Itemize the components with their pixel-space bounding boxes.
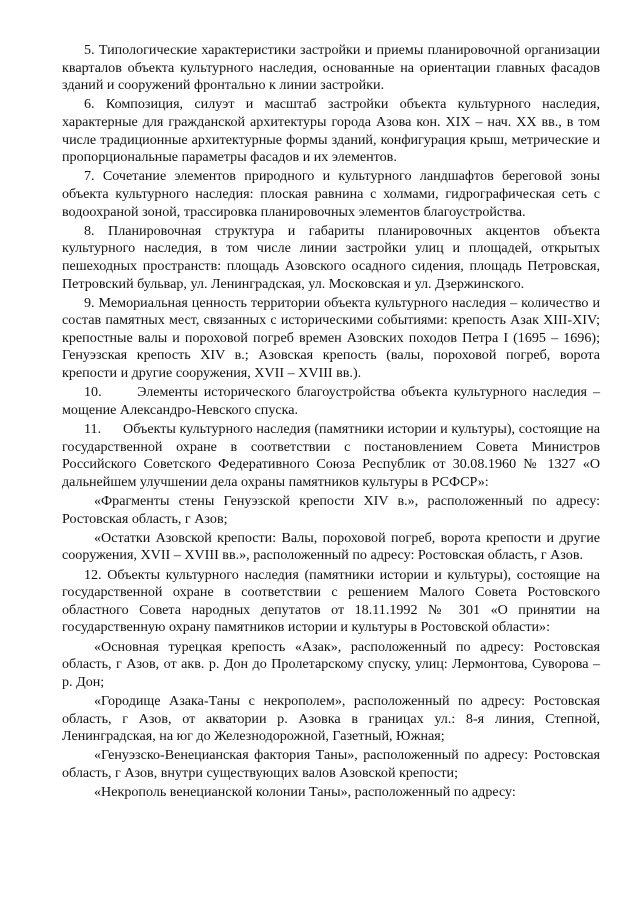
paragraph-item-5: 5. Типологические характеристики застройки и приемы планировочной организации кварталов объекта культурного наследия, основанные на ориентации главных фасадов зданий и сооружений фронтально к линии застройки. (62, 42, 600, 94)
paragraph-item-8: 8. Планировочная структура и габариты планировочных акцентов объекта культурного наследия, в том числе линии застройки улиц и площадей, открытых пешеходных пространств: площадь Азовского осадного сидения, площадь Петровская, Петровский бульвар, ул. Ленинградская, ул. Московская и ул. Дзержинского. (62, 222, 600, 292)
paragraph-item-11: 11. Объекты культурного наследия (памятники истории и культуры), состоящие на государственной охране в соответствии с постановлением Совета Министров Российского Советского Федеративного Союза Республик от 30.08.1960 № 1327 «О дальнейшем улучшении дела охраны памятников культуры в РСФСР»: (62, 421, 604, 490)
paragraph-item-10: 10. Элементы исторического благоустройства объекта культурного наследия – мощение Александро-Невского спуска. (62, 384, 604, 418)
quote-azov-fortress-remains: «Остатки Азовской крепости: Валы, пороховой погреб, ворота крепости и другие сооружения, XVII – XVIII вв.», расположенный по адресу: Ростовская область, г Азов. (62, 529, 600, 564)
paragraph-item-7: 7. Сочетание элементов природного и культурного ландшафтов береговой зоны объекта культурного наследия: плоская равнина с холмами, гидрографическая сеть с водоохраной зоной, трассировка планировочных элементов благоустройства. (62, 168, 600, 220)
quote-azak-fortress: «Основная турецкая крепость «Азак», расположенный по адресу: Ростовская область, г Азов, от акв. р. Дон до Пролетарскому спуску, улиц: Лермонтова, Суворова – р. Дон; (62, 638, 600, 690)
paragraph-item-12: 12. Объекты культурного наследия (памятники истории и культуры), состоящие на государственной охране в соответствии с решением Малого Совета Ростовского областного Совета народных депутатов от 18.11.1992 № 301 «О принятии на государственную охрану памятников истории и культуры в Ростовской области»: (62, 566, 600, 636)
paragraph-item-6: 6. Композиция, силуэт и масштаб застройки объекта культурного наследия, характерные для гражданской архитектуры города Азова кон. XIX – нач. XX вв., в том числе традиционные архитектурные формы зданий, конфигурация крыш, метрические и пропорциональные параметры фасадов и их элементов. (62, 96, 600, 166)
quote-venetian-necropolis: «Некрополь венецианской колонии Таны», расположенный по адресу: (94, 784, 516, 801)
quote-genoese-venetian-factory: «Генуэзско-Венецианская фактория Таны», расположенный по адресу: Ростовская область, г Азов, внутри существующих валов Азовской крепости; (62, 747, 600, 781)
quote-azak-tana-settlement: «Городище Азака-Таны с некрополем», расположенный по адресу: Ростовская область, г Азов, от акватории р. Азовка в границах ул.: 8-я линия, Степной, Ленинградская, на юг до Железнодорожной, Газетный, Южная; (62, 692, 600, 745)
paragraph-item-9: 9. Мемориальная ценность территории объекта культурного наследия – количество и состав памятных мест, связанных с историческими событиями: крепость Азак XIII-XIV; крепостные валы и пороховой погреб времен Азовских походов Петра I (1695 – 1696); Генуэзская крепость XIV в.; Азовская крепость (валы, пороховой погреб, ворота крепости и другие сооружения, XVII – XVIII вв.). (62, 294, 600, 382)
quote-genoese-wall: «Фрагменты стены Генуэзской крепости XIV в.», расположенный по адресу: Ростовская область, г Азов; (62, 493, 600, 527)
